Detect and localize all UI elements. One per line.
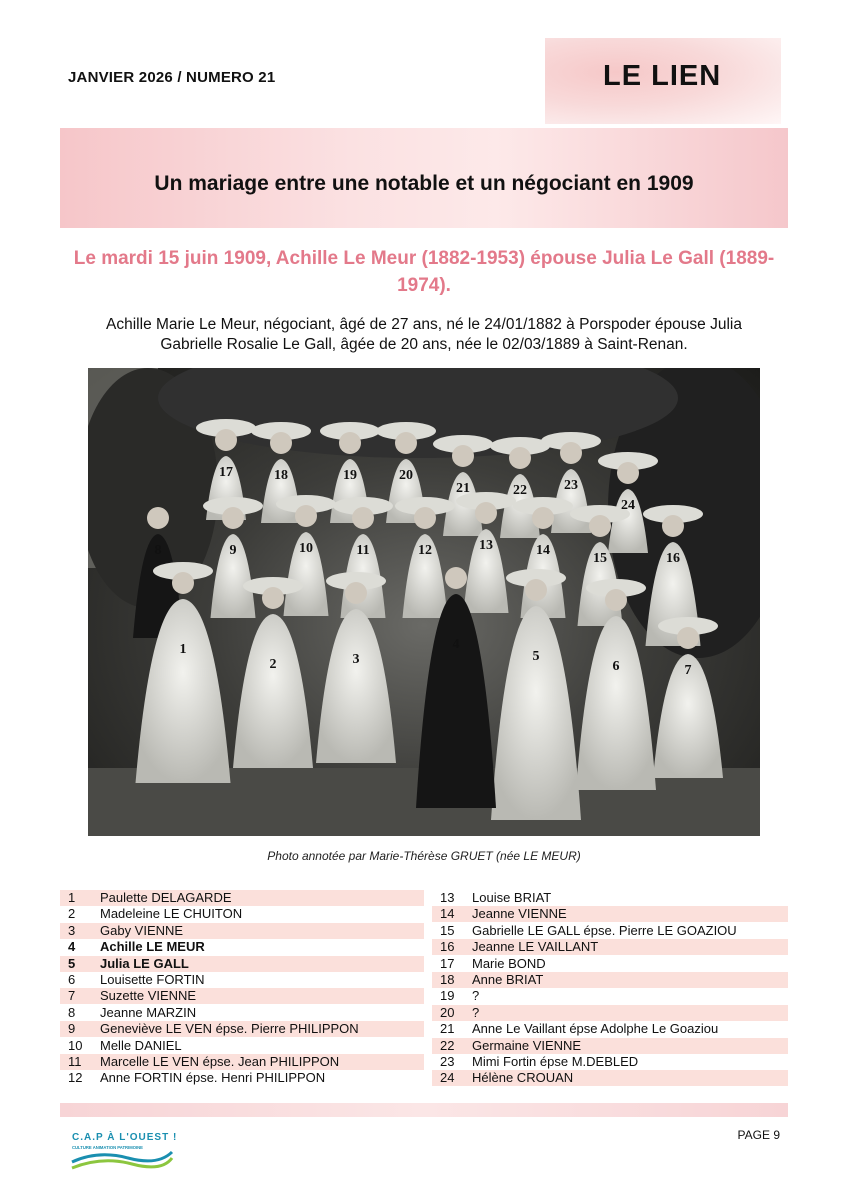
figure-head bbox=[617, 462, 639, 484]
person-number: 17 bbox=[440, 955, 455, 971]
figure-head bbox=[414, 507, 436, 529]
table-row bbox=[60, 988, 788, 1004]
person-name: Louisette FORTIN bbox=[100, 971, 205, 987]
person-name: Marie BOND bbox=[472, 955, 546, 971]
person-name: Julia LE GALL bbox=[100, 955, 189, 971]
person-name: Marcelle LE VEN épse. Jean PHILIPPON bbox=[100, 1053, 340, 1069]
photo-label: 22 bbox=[513, 483, 527, 498]
person-name: Hélène CROUAN bbox=[472, 1070, 574, 1086]
article-lede bbox=[60, 315, 788, 355]
photo-label: 13 bbox=[479, 538, 493, 553]
photo-label: 8 bbox=[154, 543, 162, 558]
person-number: 11 bbox=[68, 1053, 82, 1069]
photo-label: 20 bbox=[399, 468, 413, 483]
photo-label: 1 bbox=[179, 642, 187, 657]
lede-line-1: Achille Marie Le Meur, négociant, âgé de 27 ans, né le 24/01/1882 à Porspoder épouse Julia bbox=[106, 316, 742, 333]
figure-head bbox=[560, 442, 582, 464]
photo-label: 11 bbox=[356, 543, 370, 558]
table-row bbox=[60, 1070, 788, 1086]
person-number: 1 bbox=[68, 890, 76, 905]
photo-label: 3 bbox=[352, 652, 360, 667]
person-number: 23 bbox=[440, 1053, 455, 1069]
person-number: 12 bbox=[68, 1070, 83, 1086]
figure-body bbox=[576, 616, 656, 790]
person-name: Paulette DELAGARDE bbox=[100, 890, 232, 905]
table-row bbox=[60, 1038, 788, 1054]
figure-head bbox=[352, 507, 374, 529]
photo-label: 10 bbox=[299, 541, 313, 556]
brand-header bbox=[545, 38, 781, 124]
figure-head bbox=[445, 567, 467, 589]
figure-head bbox=[222, 507, 244, 529]
photo-label: 21 bbox=[456, 481, 470, 496]
photo-caption: Photo annotée par Marie-Thérèse GRUET (née LE MEUR) bbox=[267, 849, 581, 863]
figure-body bbox=[233, 614, 313, 768]
photo-label: 16 bbox=[666, 551, 680, 566]
table-row bbox=[60, 1054, 788, 1070]
person-name: Anne Le Vaillant épse Adolphe Le Goaziou bbox=[472, 1021, 719, 1037]
photo-label: 17 bbox=[219, 465, 233, 480]
photo-label: 6 bbox=[612, 659, 620, 674]
figure-head bbox=[525, 579, 547, 601]
person-name: Germaine VIENNE bbox=[472, 1037, 582, 1053]
photo-label: 9 bbox=[229, 543, 237, 558]
figure-head bbox=[395, 432, 417, 454]
title-banner bbox=[60, 128, 788, 228]
brand-title: LE LIEN bbox=[603, 60, 722, 92]
photo-label: 14 bbox=[536, 543, 550, 558]
wedding-photo-drawing bbox=[88, 368, 760, 836]
table-row bbox=[60, 1005, 788, 1021]
person-name: Melle DANIEL bbox=[100, 1037, 182, 1053]
figure-head bbox=[662, 515, 684, 537]
person-number: 3 bbox=[68, 922, 76, 938]
person-name: Louise BRIAT bbox=[472, 890, 552, 905]
table-row bbox=[60, 906, 788, 922]
person-name: ? bbox=[472, 1004, 480, 1020]
person-name: Suzette VIENNE bbox=[100, 988, 197, 1004]
table-row bbox=[60, 972, 788, 988]
page-number: PAGE 9 bbox=[737, 1128, 780, 1142]
photo-label: 24 bbox=[621, 498, 635, 513]
logo-text: C.A.P À L'OUEST ! bbox=[72, 1132, 178, 1143]
figure-body bbox=[316, 609, 396, 763]
figure-body bbox=[416, 594, 496, 808]
table-row bbox=[60, 939, 788, 955]
person-number: 6 bbox=[68, 971, 76, 987]
person-number: 10 bbox=[68, 1037, 83, 1053]
person-name: Gabrielle LE GALL épse. Pierre LE GOAZIOU bbox=[472, 922, 737, 938]
photo-label: 15 bbox=[593, 551, 607, 566]
person-name: Jeanne LE VAILLANT bbox=[472, 939, 599, 955]
person-name: Anne BRIAT bbox=[472, 971, 544, 987]
person-number: 24 bbox=[440, 1070, 455, 1086]
figure-head bbox=[509, 447, 531, 469]
photo-label: 18 bbox=[274, 468, 288, 483]
person-name: Mimi Fortin épse M.DEBLED bbox=[472, 1053, 639, 1069]
person-number: 20 bbox=[440, 1004, 455, 1020]
table-row bbox=[60, 923, 788, 939]
photo-label: 2 bbox=[269, 657, 277, 672]
figure-head bbox=[532, 507, 554, 529]
article-subtitle: Le mardi 15 juin 1909, Achille Le Meur (1882-1953) épouse Julia Le Gall (1889-1974). bbox=[73, 248, 775, 296]
figure-head bbox=[147, 507, 169, 529]
person-number: 22 bbox=[440, 1037, 455, 1053]
footer-bar bbox=[60, 1103, 788, 1117]
table-row bbox=[60, 890, 788, 906]
lede-line-2: Gabrielle Rosalie Le Gall, âgée de 20 ans, née le 02/03/1889 à Saint-Renan. bbox=[160, 336, 688, 353]
person-name: Achille LE MEUR bbox=[100, 939, 205, 955]
figure-head bbox=[215, 429, 237, 451]
person-number: 8 bbox=[68, 1004, 76, 1020]
figure-head bbox=[589, 515, 611, 537]
article-title: Un mariage entre une notable et un négociant en 1909 bbox=[154, 172, 694, 195]
person-number: 15 bbox=[440, 922, 455, 938]
figure-head bbox=[262, 587, 284, 609]
figure-head bbox=[270, 432, 292, 454]
table-row bbox=[60, 956, 788, 972]
figure-head bbox=[345, 582, 367, 604]
photo-label: 7 bbox=[684, 663, 692, 678]
person-number: 7 bbox=[68, 988, 76, 1004]
logo-tagline: CULTURE ANIMATION PATRIMOINE bbox=[72, 1145, 143, 1150]
figure-head bbox=[452, 445, 474, 467]
photo-label: 19 bbox=[343, 468, 357, 483]
figure-head bbox=[605, 589, 627, 611]
person-number: 13 bbox=[440, 890, 455, 905]
person-name: Gaby VIENNE bbox=[100, 922, 184, 938]
figure-head bbox=[172, 572, 194, 594]
person-name: Madeleine LE CHUITON bbox=[100, 906, 243, 922]
figure-body bbox=[491, 606, 581, 820]
issue-date: JANVIER 2026 / NUMERO 21 bbox=[68, 69, 276, 86]
person-number: 21 bbox=[440, 1021, 455, 1037]
person-number: 19 bbox=[440, 988, 455, 1004]
figure-head bbox=[339, 432, 361, 454]
person-number: 5 bbox=[68, 955, 76, 971]
person-number: 14 bbox=[440, 906, 455, 922]
figure-head bbox=[295, 505, 317, 527]
person-name: Jeanne VIENNE bbox=[472, 906, 567, 922]
person-number: 18 bbox=[440, 971, 455, 987]
person-name: Geneviève LE VEN épse. Pierre PHILIPPON bbox=[100, 1021, 359, 1037]
person-number: 9 bbox=[68, 1021, 76, 1037]
person-number: 2 bbox=[68, 906, 76, 922]
photo-label: 4 bbox=[452, 637, 460, 652]
cap-ouest-logo bbox=[68, 1128, 178, 1172]
figure-head bbox=[475, 502, 497, 524]
person-name: ? bbox=[472, 988, 480, 1004]
photo-label: 5 bbox=[532, 649, 540, 664]
figure-head bbox=[677, 627, 699, 649]
table-row bbox=[60, 1021, 788, 1037]
photo-label: 12 bbox=[418, 543, 432, 558]
person-number: 4 bbox=[68, 939, 76, 955]
names-table bbox=[60, 890, 788, 1087]
person-number: 16 bbox=[440, 939, 455, 955]
wedding-photo bbox=[88, 368, 760, 836]
photo-label: 23 bbox=[564, 478, 578, 493]
person-name: Jeanne MARZIN bbox=[100, 1004, 197, 1020]
person-name: Anne FORTIN épse. Henri PHILIPPON bbox=[100, 1070, 326, 1086]
